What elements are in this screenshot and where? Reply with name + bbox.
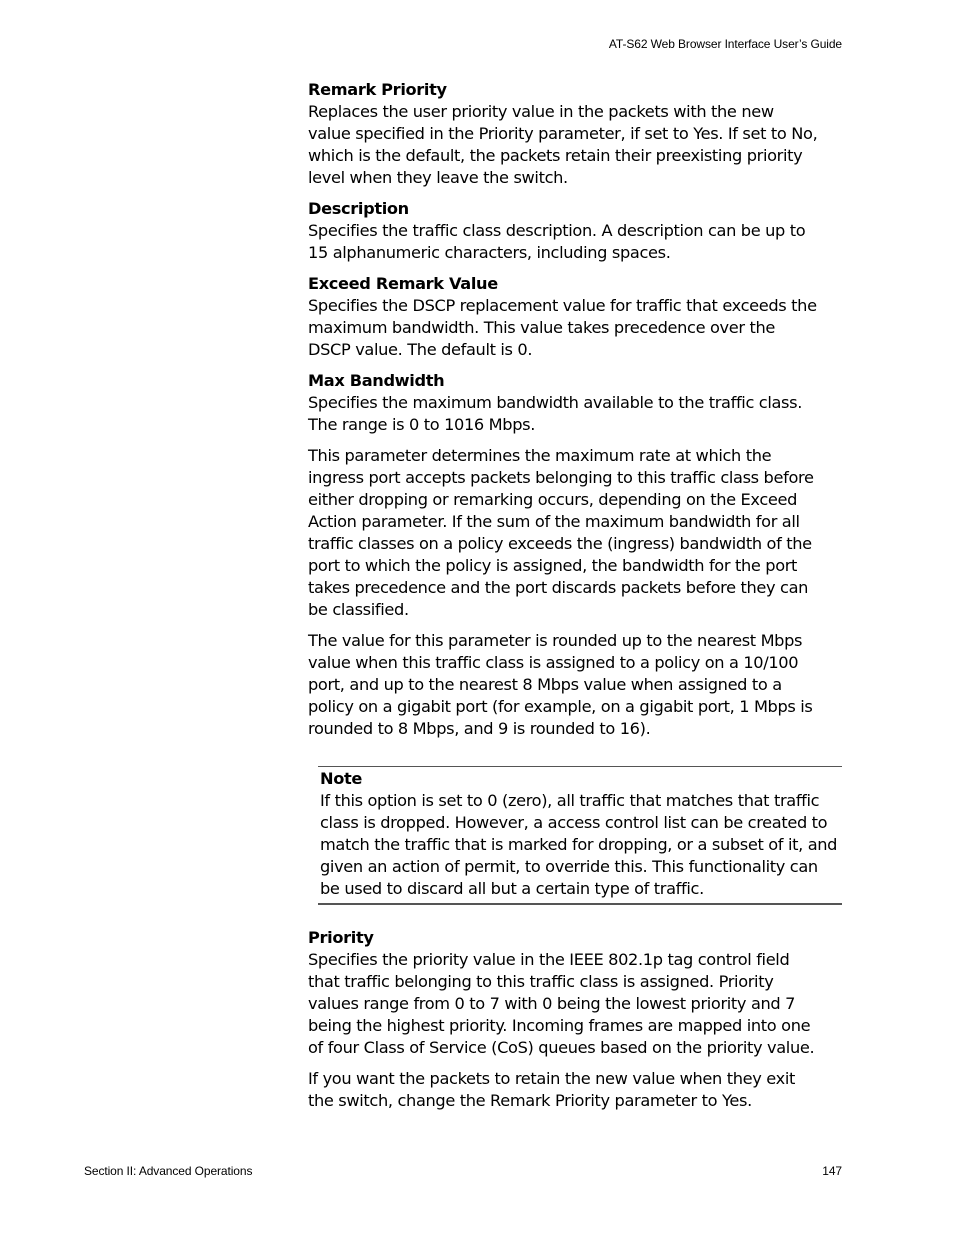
section-description [308, 198, 820, 264]
section-exceed-remark-value [308, 273, 820, 361]
section-paragraph: This parameter determines the maximum rate at which the ingress port accepts packets belonging to this traffic class before either dropping or remarking occurs, depending on the Exceed Action parameter. If the sum of the maximum bandwidth for all traffic classes on a policy exceeds the (ingress) bandwidth of the port to which the policy is assigned, the bandwidth for the port takes precedence and the port discards packets before they can be classified. [308, 446, 814, 619]
section-heading: Remark Priority [308, 80, 447, 99]
section-paragraph: If you want the packets to retain the new value when they exit the switch, change the Remark Priority parameter to Yes. [308, 1069, 795, 1110]
note-box [318, 766, 842, 905]
footer-section-label: Section II: Advanced Operations [84, 1164, 253, 1178]
page-content [308, 79, 838, 1121]
section-paragraph: Specifies the DSCP replacement value for traffic that exceeds the maximum bandwidth. This value takes precedence over the DSCP value. The default is 0. [308, 296, 817, 359]
section-paragraph: Replaces the user priority value in the packets with the new value specified in the Priority parameter, if set to Yes. If set to No, which is the default, the packets retain their preexisting priority level when they leave the switch. [308, 102, 818, 187]
running-header: AT-S62 Web Browser Interface User’s Guide [608, 37, 842, 51]
section-paragraph: The value for this parameter is rounded up to the nearest Mbps value when this traffic class is assigned to a policy on a 10/100 port, and up to the nearest 8 Mbps value when assigned to a policy on a gigabit port (for example, on a gigabit port, 1 Mbps is rounded to 8 Mbps, and 9 is rounded to 16). [308, 631, 813, 738]
note-heading: Note [320, 769, 362, 788]
section-heading: Max Bandwidth [308, 371, 445, 390]
section-paragraph: Specifies the traffic class description. A description can be up to 15 alphanumeric characters, including spaces. [308, 221, 806, 262]
section-paragraph: Specifies the priority value in the IEEE 802.1p tag control field that traffic belonging to this traffic class is assigned. Priority values range from 0 to 7 with 0 being the lowest priority and 7 being the highest priority. Incoming frames are mapped into one of four Class of Service (CoS) queues based on the priority value. [308, 950, 815, 1057]
section-heading: Exceed Remark Value [308, 274, 498, 293]
page-number: 147 [822, 1164, 842, 1178]
section-max-bandwidth [308, 370, 820, 740]
section-heading: Description [308, 199, 409, 218]
section-heading: Priority [308, 928, 374, 947]
section-priority [308, 927, 820, 1112]
section-paragraph: Specifies the maximum bandwidth available to the traffic class. The range is 0 to 1016 Mbps. [308, 393, 803, 434]
section-remark-priority [308, 79, 820, 189]
note-text: If this option is set to 0 (zero), all traffic that matches that traffic class is dropped. However, a access control list can be created to match the traffic that is marked for dropping, or a subset of it, and given an action of permit, to override this. This functionality can be used to discard all but a certain type of traffic. [320, 791, 838, 898]
